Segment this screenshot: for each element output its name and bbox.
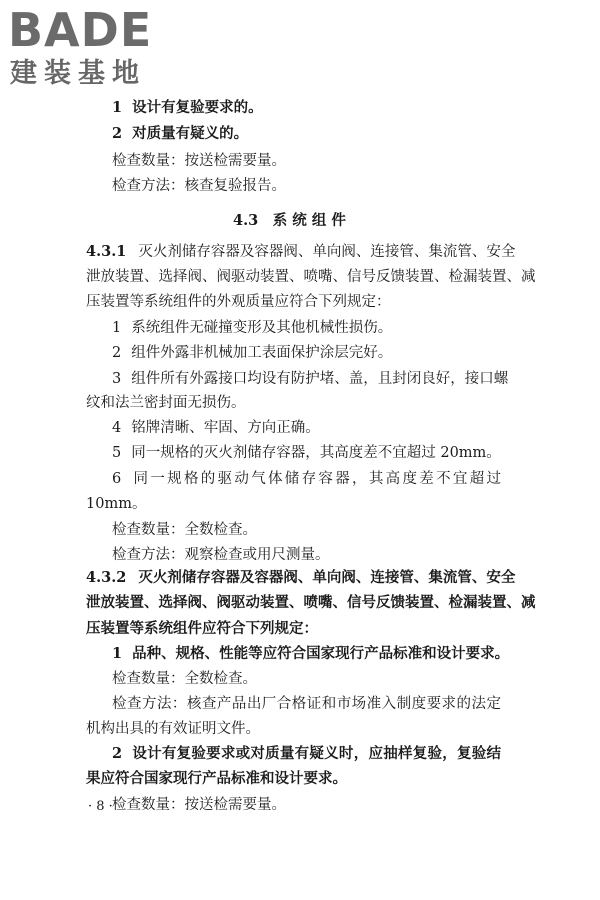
clause-431-item-1: 1 系统组件无碰撞变形及其他机械性损伤。 <box>112 320 393 336</box>
clause-431-item-4: 4 铭牌清晰、牢固、方向正确。 <box>112 420 320 436</box>
clause-432-item-1-check-method-line-1: 检查方法：核查产品出厂合格证和市场准入制度要求的法定 <box>112 696 501 712</box>
logo-subtitle: 建装基地 <box>10 58 146 89</box>
intro-check-quantity: 检查数量：按送检需要量。 <box>112 153 286 169</box>
clause-431-check-quantity: 检查数量：全数检查。 <box>112 522 257 538</box>
clause-431-check-method: 检查方法：观察检查或用尺测量。 <box>112 547 330 563</box>
clause-431-line-1: 4.3.1 灭火剂储存容器及容器阀、单向阀、连接管、集流管、安全 <box>86 243 516 260</box>
clause-432-item-1-check-quantity: 检查数量：全数检查。 <box>112 671 257 687</box>
clause-432-item-2-line-1: 2 设计有复验要求或对质量有疑义时，应抽样复验，复验结 <box>112 745 501 762</box>
clause-431-item-3-line-1: 3 组件所有外露接口均设有防护堵、盖，且封闭良好，接口螺 <box>112 371 509 387</box>
clause-432-line-2: 泄放装置、选择阀、阀驱动装置、喷嘴、信号反馈装置、检漏装置、减 <box>86 594 536 611</box>
logo-wordmark: BADE <box>8 3 153 57</box>
clause-431-line-3: 压装置等系统组件的外观质量应符合下列规定： <box>86 294 391 310</box>
section-title: 4.3 系 统 组 件 <box>233 212 346 229</box>
clause-431-item-3-line-2: 纹和法兰密封面无损伤。 <box>86 395 246 411</box>
clause-431-item-5: 5 同一规格的灭火剂储存容器，其高度差不宜超过 20mm。 <box>112 445 501 461</box>
bade-logo <box>8 4 188 94</box>
intro-check-method: 检查方法：核查复验报告。 <box>112 178 286 194</box>
clause-432-line-3: 压装置等系统组件应符合下列规定： <box>86 620 318 637</box>
clause-432-item-2-check-quantity: 检查数量：按送检需要量。 <box>112 797 286 813</box>
clause-431-number: 4.3.1 <box>86 243 127 260</box>
intro-item-1: 1 设计有复验要求的。 <box>112 99 263 116</box>
clause-431-item-6-line-2: 10mm。 <box>86 496 147 512</box>
page-number: · 8 · <box>88 799 113 814</box>
clause-432-number: 4.3.2 <box>86 569 127 586</box>
clause-431-item-6-line-1: 6 同一规格的驱动气体储存容器，其高度差不宜超过 <box>112 471 501 487</box>
clause-431-line-2: 泄放装置、选择阀、阀驱动装置、喷嘴、信号反馈装置、检漏装置、减 <box>86 269 536 285</box>
clause-432-item-1: 1 品种、规格、性能等应符合国家现行产品标准和设计要求。 <box>112 645 510 662</box>
clause-431-item-2: 2 组件外露非机械加工表面保护涂层完好。 <box>112 345 393 361</box>
clause-432-line-1: 4.3.2 灭火剂储存容器及容器阀、单向阀、连接管、集流管、安全 <box>86 569 516 586</box>
clause-432-item-2-line-2: 果应符合国家现行产品标准和设计要求。 <box>86 770 347 787</box>
clause-432-item-1-check-method-line-2: 机构出具的有效证明文件。 <box>86 721 260 737</box>
intro-item-2: 2 对质量有疑义的。 <box>112 125 249 142</box>
